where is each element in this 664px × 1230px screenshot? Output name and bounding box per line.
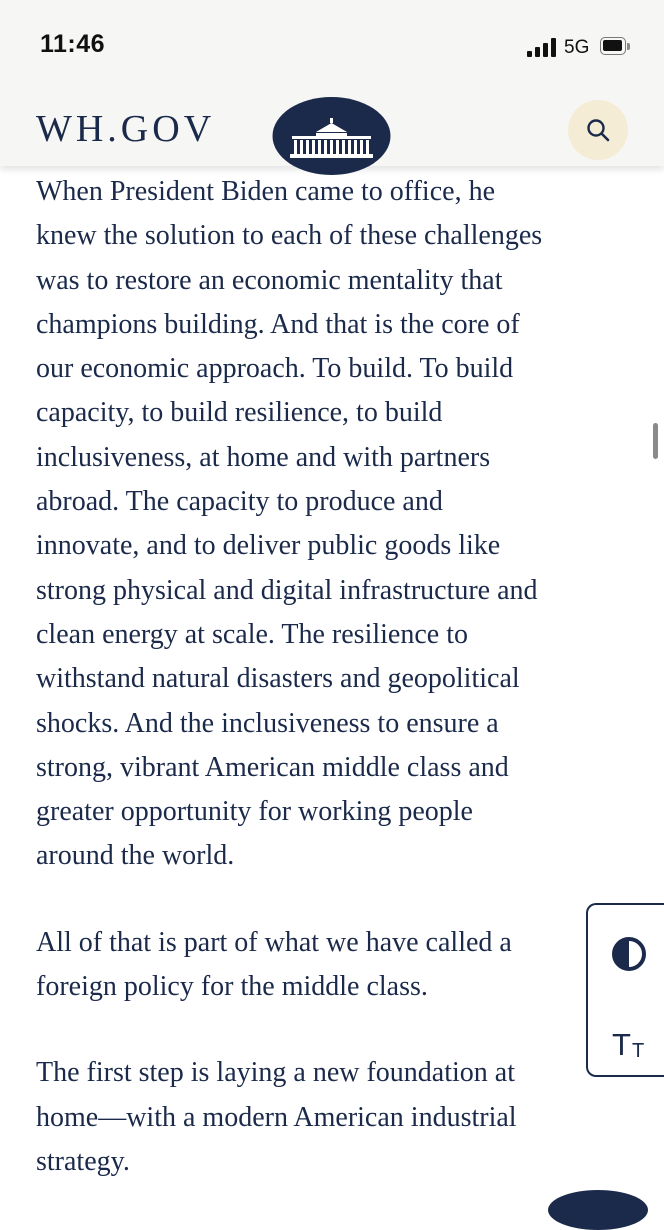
contrast-button[interactable] [608, 933, 650, 975]
article-paragraph: The first step is laying a new foundation at home—with a modern American industrial strategy. [36, 1057, 517, 1177]
white-house-seal-icon[interactable] [272, 96, 391, 176]
site-header [0, 90, 664, 166]
scrollbar-thumb[interactable] [653, 423, 658, 459]
site-logo[interactable]: WH.GOV [36, 108, 216, 150]
article-paragraph: When President Biden came to office, he knew the solution to each of these challenges was to restore an economic mentality that champions building. And that is the core of our economic approach. To build. To build capacity, to build resilience, to build inclusiveness, at home and with partners abroad. The capacity to produce and innovate, and to deliver public goods like strong physical and digital infrastructure and clean energy at scale. The resilience to withstand natural disasters and geopolitical shocks. And the inclusiveness to ensure a strong, vibrant American middle class and greater opportunity for working people around the world. [36, 176, 543, 872]
accessibility-panel [586, 903, 664, 1077]
search-button[interactable] [568, 100, 628, 160]
status-time: 11:46 [40, 30, 106, 58]
battery-icon [600, 37, 630, 57]
contrast-icon [608, 933, 650, 975]
search-icon [585, 117, 611, 143]
text-size-button[interactable] [608, 1027, 650, 1063]
article-body [36, 170, 636, 1226]
text-size-icon-small: T [632, 1040, 645, 1062]
article-paragraph: All of that is part of what we have called a foreign policy for the middle class. [36, 926, 512, 1003]
network-label: 5G [564, 37, 590, 58]
text-size-icon: T [612, 1027, 631, 1062]
signal-icon [527, 38, 557, 57]
status-bar [0, 0, 664, 90]
